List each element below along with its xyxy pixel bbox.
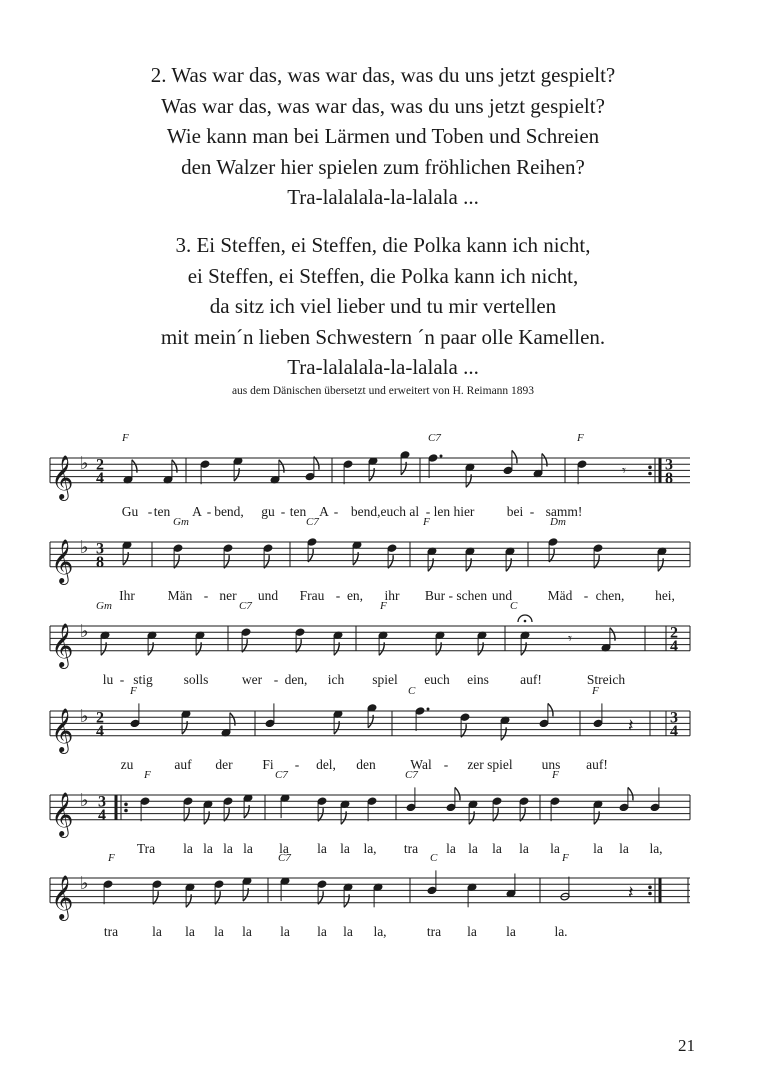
lyric-syllable: la <box>243 841 253 856</box>
lyric-syllable: spiel <box>372 672 398 687</box>
lyric-syllable: Gu <box>121 504 139 519</box>
time-signature: 4 <box>670 722 678 740</box>
lyric-syllable: ihr <box>384 588 400 603</box>
rest-icon: 𝄾 <box>622 461 626 480</box>
note-flag <box>296 639 301 652</box>
chord-symbol: F <box>108 852 115 864</box>
lyric-syllable: - <box>583 588 589 603</box>
staff <box>0 428 766 503</box>
lyric-syllable: - <box>425 504 431 519</box>
staff <box>0 681 766 756</box>
lyric-syllable: la <box>280 924 290 939</box>
chord-symbol: C7 <box>405 769 418 781</box>
lyric-syllable: la. <box>554 924 568 939</box>
lyric-syllable: - <box>529 504 535 519</box>
lyric-syllable: auf! <box>520 672 542 687</box>
lyric-syllable: zu <box>120 757 134 772</box>
lyric-syllable: la <box>214 924 224 939</box>
note-flag <box>548 703 553 716</box>
flat-icon: ♭ <box>80 873 89 895</box>
note-flag <box>308 549 313 562</box>
chord-symbol: C <box>408 685 416 697</box>
verse-line: den Walzer hier spielen zum fröhlichen Reihen? <box>181 154 585 179</box>
lyric-syllable: tra <box>103 924 119 939</box>
lyric-syllable: stig <box>133 672 153 687</box>
lyric-syllable: ner <box>219 588 237 603</box>
note-flag <box>264 555 269 568</box>
lyric-syllable: la <box>506 924 516 939</box>
time-signature: 8 <box>665 469 673 487</box>
lyric-syllable: - <box>206 504 212 519</box>
lyric-syllable: - <box>335 588 341 603</box>
note-flag <box>224 555 229 568</box>
time-signature: 2 <box>670 624 678 642</box>
lyric-syllable: la <box>242 924 252 939</box>
note-flag <box>318 891 323 904</box>
note-flag <box>224 808 229 821</box>
lyric-syllable: la <box>152 924 162 939</box>
treble-clef-icon: 𝄞 <box>51 622 74 667</box>
treble-clef-icon: 𝄞 <box>51 791 74 836</box>
note-flag <box>174 555 179 568</box>
time-signature: 4 <box>96 469 104 487</box>
verse-line: da sitz ich viel lieber und tu mir vertellen <box>209 294 557 318</box>
time-signature: 2 <box>96 709 104 727</box>
lyric-syllable: la, <box>363 841 377 856</box>
lyric-syllable: la <box>519 841 529 856</box>
time-signature: 3 <box>96 540 104 558</box>
lyric-syllable: Mäd <box>547 588 573 603</box>
chord-symbol: C7 <box>306 516 319 528</box>
lyric-syllable: A <box>319 504 329 519</box>
lyric-syllable: lu <box>102 672 114 687</box>
rest-icon: 𝄽 <box>628 715 634 737</box>
lyric-syllable: la <box>317 924 327 939</box>
lyric-syllable: zer spiel <box>467 757 513 772</box>
chord-symbol: F <box>577 432 584 444</box>
lyric-syllable: - <box>333 504 339 519</box>
lyric-syllable: bend,euch al <box>350 504 420 519</box>
note-flag <box>549 549 554 562</box>
time-signature: 3 <box>98 793 106 811</box>
verse-3 <box>0 230 766 383</box>
lyric-syllable: und <box>491 588 513 603</box>
note-flag <box>153 891 158 904</box>
lyric-syllable: - <box>147 504 153 519</box>
flat-icon: ♭ <box>80 537 89 559</box>
lyric-syllable: eins <box>467 672 489 687</box>
repeat-dot <box>648 472 652 476</box>
lyric-syllable: - <box>273 672 279 687</box>
time-signature: 4 <box>96 722 104 740</box>
lyric-syllable: len hier <box>433 504 475 519</box>
lyric-syllable: en, <box>346 588 364 603</box>
lyric-syllable: la <box>203 841 213 856</box>
lyric-syllable: A <box>192 504 202 519</box>
lyric-syllable: la <box>185 924 195 939</box>
chord-symbol: F <box>562 852 569 864</box>
lyric-syllable: uns <box>541 757 561 772</box>
note-flag <box>314 457 319 470</box>
lyric-syllable: euch <box>424 672 450 687</box>
lyric-syllable: gu <box>261 504 275 519</box>
note-flag <box>493 808 498 821</box>
lyric-syllable: chen, <box>595 588 625 603</box>
chord-symbol: F <box>380 600 387 612</box>
lyric-syllable: - <box>203 588 209 603</box>
lyric-syllable: ten <box>289 504 307 519</box>
lyric-syllable: la <box>550 841 560 856</box>
repeat-dot <box>124 809 128 813</box>
lyric-syllable: la <box>446 841 456 856</box>
time-signature: 3 <box>670 709 678 727</box>
verse-line: Tra-lalalala-la-lalala ... <box>287 355 479 379</box>
note-flag <box>455 787 460 800</box>
staff <box>0 765 766 840</box>
lyric-syllable: Män <box>167 588 193 603</box>
lyric-syllable: den <box>356 757 376 772</box>
note-flag <box>594 555 599 568</box>
lyric-syllable: la, <box>649 841 663 856</box>
lyric-syllable: - <box>119 672 125 687</box>
lyric-syllable: tra <box>403 841 419 856</box>
fermata-dot <box>524 620 527 623</box>
treble-clef-icon: 𝄞 <box>51 707 74 752</box>
note-flag <box>318 808 323 821</box>
flat-icon: ♭ <box>80 790 89 812</box>
time-signature: 4 <box>670 637 678 655</box>
lyric-syllable: Frau <box>299 588 325 603</box>
lyric-syllable: Ihr <box>119 588 135 603</box>
lyric-syllable: auf! <box>586 757 608 772</box>
verse-line: 2. Was war das, was war das, was du uns jetzt gespielt? <box>150 63 616 87</box>
note-flag <box>242 639 247 652</box>
lyric-syllable: la, <box>373 924 387 939</box>
note-dot <box>440 455 443 458</box>
lyric-syllable: Tra <box>136 841 156 856</box>
chord-symbol: Gm <box>96 600 112 612</box>
lyric-syllable: ten <box>153 504 171 519</box>
chord-symbol: F <box>144 769 151 781</box>
lyric-syllable: wer <box>241 672 263 687</box>
lyric-syllable: la <box>317 841 327 856</box>
lyric-syllable: la <box>593 841 603 856</box>
lyric-syllable: Bur - schen <box>424 588 488 603</box>
flat-icon: ♭ <box>80 706 89 728</box>
lyric-syllable: la <box>340 841 350 856</box>
lyric-syllable: la <box>183 841 193 856</box>
time-signature: 8 <box>96 553 104 571</box>
repeat-dot <box>648 886 652 890</box>
lyric-syllable: - <box>443 757 449 772</box>
note-flag <box>215 891 220 904</box>
lyric-syllable: del, <box>316 757 336 772</box>
chord-symbol: C <box>430 852 438 864</box>
chord-symbol: F <box>552 769 559 781</box>
lyric-syllable: bend, <box>214 504 244 519</box>
verse-line: ei Steffen, ei Steffen, die Polka kann ich nicht, <box>187 263 579 288</box>
lyric-syllable: la <box>468 841 478 856</box>
lyric-syllable: la <box>223 841 233 856</box>
note-flag <box>388 555 393 568</box>
lyric-syllable: la <box>467 924 477 939</box>
note-flag <box>520 808 525 821</box>
lyric-syllable: und <box>257 588 279 603</box>
lyric-syllable: Streich <box>586 672 626 687</box>
verse-line: mit mein´n lieben Schwestern ´n paar olle Kamellen. <box>160 324 606 349</box>
note-dot <box>427 708 430 711</box>
note-flag <box>628 787 633 800</box>
time-signature: 2 <box>96 456 104 474</box>
note-flag <box>184 808 189 821</box>
chord-symbol: F <box>130 685 137 697</box>
lyric-syllable: - <box>294 757 300 772</box>
chord-symbol: F <box>592 685 599 697</box>
time-signature: 4 <box>98 806 106 824</box>
chord-symbol: F <box>122 432 129 444</box>
lyric-syllable: tra <box>426 924 442 939</box>
lyric-syllable: - <box>280 504 286 519</box>
lyric-syllable: bei <box>506 504 524 519</box>
verse-line: 3. Ei Steffen, ei Steffen, die Polka kann ich nicht, <box>175 233 591 257</box>
chord-symbol: C7 <box>239 600 252 612</box>
lyric-syllable: der <box>215 757 233 772</box>
rest-icon: 𝄽 <box>628 882 634 904</box>
translation-credit: aus dem Dänischen übersetzt und erweitert von H. Reimann 1893 <box>231 385 535 397</box>
time-signature: 3 <box>665 456 673 474</box>
chord-symbol: Gm <box>173 516 189 528</box>
flat-icon: ♭ <box>80 621 89 643</box>
flat-icon: ♭ <box>80 453 89 475</box>
lyric-syllable: ich <box>327 672 345 687</box>
verse-line: Wie kann man bei Lärmen und Toben und Schreien <box>166 124 600 148</box>
lyric-syllable: Fi <box>262 757 274 772</box>
lyric-syllable: Wal <box>410 757 432 772</box>
music-system <box>0 848 766 968</box>
verse-line: Tra-lalalala-la-lalala ... <box>287 185 479 209</box>
chord-symbol: F <box>423 516 430 528</box>
note-flag <box>512 450 517 463</box>
chord-symbol: C7 <box>428 432 441 444</box>
page-number: 21 <box>678 1036 695 1055</box>
lyric-syllable: la <box>492 841 502 856</box>
treble-clef-icon: 𝄞 <box>51 538 74 583</box>
lyric-syllable: la <box>343 924 353 939</box>
repeat-dot <box>648 466 652 470</box>
verse-2 <box>0 60 766 213</box>
chord-symbol: Dm <box>550 516 566 528</box>
lyric-syllable: den, <box>284 672 308 687</box>
rest-icon: 𝄾 <box>568 629 572 648</box>
lyric-syllable: la <box>619 841 629 856</box>
lyric-syllable: auf <box>174 757 192 772</box>
staff <box>0 512 766 587</box>
verse-line: Was war das, was war das, was du uns jetzt gespielt? <box>161 93 605 118</box>
repeat-dot <box>124 803 128 807</box>
lyric-syllable: solls <box>183 672 209 687</box>
lyric-syllable: hei, <box>655 588 675 603</box>
lyric-syllable: samm! <box>545 504 583 519</box>
repeat-dot <box>648 892 652 896</box>
chord-symbol: C7 <box>278 852 291 864</box>
chord-symbol: C <box>510 600 518 612</box>
treble-clef-icon: 𝄞 <box>51 454 74 499</box>
chord-symbol: C7 <box>275 769 288 781</box>
note-flag <box>461 724 466 737</box>
lyric-syllable: la <box>279 841 289 856</box>
treble-clef-icon: 𝄞 <box>51 874 74 919</box>
